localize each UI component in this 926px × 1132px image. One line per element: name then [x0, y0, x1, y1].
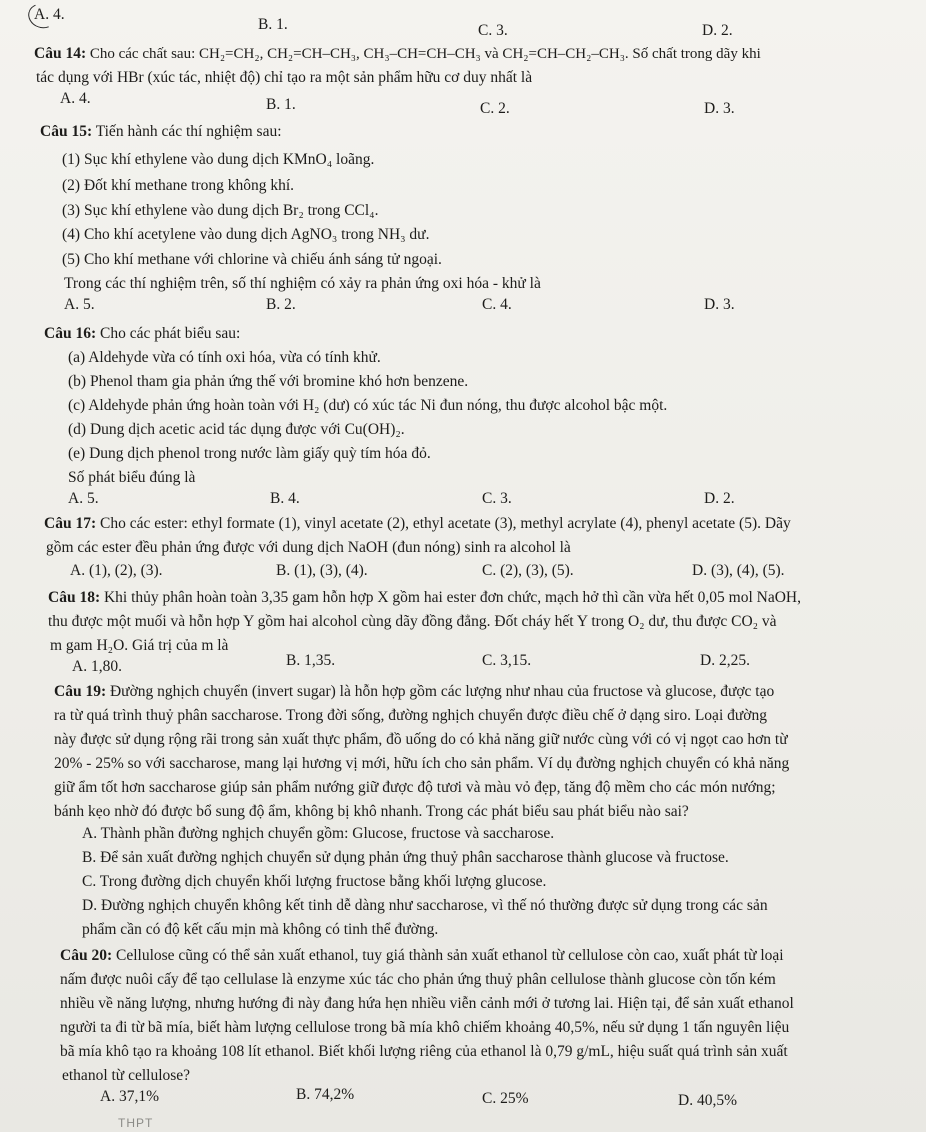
q17-line2: gồm các ester đều phản ứng được với dung dịch NaOH (đun nóng) sinh ra alcohol là — [46, 539, 571, 556]
q17-text1: Cho các ester: ethyl formate (1), vinyl acetate (2), ethyl acetate (3), methyl acrylate (4), phenyl acetate (5). Dãy — [96, 515, 791, 532]
q16-option-b: B. 4. — [270, 490, 300, 507]
q14-option-c: C. 2. — [480, 100, 510, 117]
q20-option-c: C. 25% — [482, 1090, 529, 1107]
q17-option-b: B. (1), (3), (4). — [276, 562, 368, 579]
q20-line4: người ta đi từ bã mía, biết hàm lượng cellulose trong bã mía khô chiếm khoảng 40,5%, nếu sử dụng 1 tấn nguyên liệu — [60, 1019, 790, 1036]
q17-line1 — [44, 514, 791, 534]
q18-text1: Khi thủy phân hoàn toàn 3,35 gam hỗn hợp X gồm hai ester đơn chức, mạch hở thì cần vừa hết 0,05 mol NaOH, — [100, 589, 801, 606]
q20-line3: nhiều về năng lượng, nhưng hướng đi này đang hứa hẹn nhiều viễn cảnh mới ở tương lai. Hiện tại, để sản xuất ethanol — [60, 995, 794, 1012]
q20-line6: ethanol từ cellulose? — [62, 1067, 191, 1084]
top-option-a: A. 4. — [34, 6, 65, 23]
q19-line4: 20% - 25% so với saccharose, mang lại hương vị mới, hữu ích cho sản phẩm. Ví dụ đường nghịch chuyển có khả năng — [54, 755, 790, 772]
q14-option-d: D. 3. — [704, 100, 735, 117]
q16-label: Câu 16: — [44, 325, 97, 342]
q19-option-d-line2: phẩm cần có độ kết cấu mịn mà không có tinh thể đường. — [82, 921, 439, 938]
q20-option-d: D. 40,5% — [678, 1092, 737, 1109]
q15-option-c: C. 4. — [482, 296, 512, 313]
q19-line2: ra từ quá trình thuỷ phân saccharose. Trong đời sống, đường nghịch chuyển được điều chế ở dạng siro. Loại đường — [54, 707, 767, 724]
q18-option-a: A. 1,80. — [72, 658, 122, 675]
q15-item-2: (2) Đốt khí methane trong không khí. — [62, 177, 295, 194]
q20-option-a: A. 37,1% — [100, 1088, 159, 1105]
q18-label: Câu 18: — [48, 589, 101, 606]
q15-question: Trong các thí nghiệm trên, số thí nghiệm có xảy ra phản ứng oxi hóa - khử là — [64, 275, 541, 292]
q14-line1 — [34, 44, 761, 64]
q16-item-d: (d) Dung dịch acetic acid tác dụng được với Cu(OH)₂. — [68, 421, 405, 438]
q16-item-e: (e) Dung dịch phenol trong nước làm giấy quỳ tím hóa đỏ. — [68, 445, 431, 462]
q15-label: Câu 15: — [40, 123, 93, 140]
q18-line2: thu được một muối và hỗn hợp Y gồm hai alcohol cùng dãy đồng đẳng. Đốt cháy hết Y trong O₂ dư, thu được CO₂ và — [48, 613, 777, 630]
q16-text: Cho các phát biểu sau: — [96, 325, 241, 342]
q20-line2: nấm được nuôi cấy để tạo cellulase là enzyme xúc tác cho phản ứng thuỷ phân cellulose thành glucose còn tốn kém — [60, 971, 776, 988]
q15-option-d: D. 3. — [704, 296, 735, 313]
q19-option-d-line1: D. Đường nghịch chuyển không kết tinh dễ dàng như saccharose, vì thế nó thường được sử dụng trong các sản — [82, 897, 768, 914]
q14-label: Câu 14: — [34, 45, 87, 62]
q15-text: Tiến hành các thí nghiệm sau: — [92, 123, 282, 140]
top-option-b: B. 1. — [258, 16, 288, 33]
q20-option-b: B. 74,2% — [296, 1086, 355, 1103]
q20-line5: bã mía khô tạo ra khoảng 108 lít ethanol. Biết khối lượng riêng của ethanol là 0,79 g/mL, hiệu suất quá trình sản xuất — [60, 1043, 788, 1060]
q19-text1: Đường nghịch chuyển (invert sugar) là hỗn hợp gồm các lượng như nhau của fructose và glucose, được tạo — [106, 683, 775, 700]
q19-line3: này được sử dụng rộng rãi trong sản xuất thực phẩm, đồ uống do có khả năng giữ nước cùng với có vị ngọt cao hơn từ — [54, 731, 788, 748]
q20-line1 — [60, 946, 784, 966]
q16-question: Số phát biểu đúng là — [68, 469, 196, 486]
q14-text1: Cho các chất sau: CH₂=CH₂, CH₂=CH–CH₃, CH₃–CH=CH–CH₃ và CH₂=CH–CH₂–CH₃. Số chất trong dãy khi — [86, 46, 761, 62]
q20-label: Câu 20: — [60, 947, 113, 964]
q16-item-b: (b) Phenol tham gia phản ứng thế với bromine khó hơn benzene. — [68, 373, 469, 390]
footer-mark: THPT — [118, 1116, 154, 1130]
q18-line1 — [48, 588, 801, 608]
q15-item-5: (5) Cho khí methane với chlorine và chiếu ánh sáng tử ngoại. — [62, 251, 442, 268]
q19-line5: giữ ẩm tốt hơn saccharose giúp sản phẩm nướng giữ được độ tươi và màu vỏ đẹp, tăng độ mềm cho các món nướng; — [54, 779, 776, 796]
q15-option-b: B. 2. — [266, 296, 296, 313]
q16-item-a: (a) Aldehyde vừa có tính oxi hóa, vừa có tính khử. — [68, 349, 381, 366]
q19-option-b: B. Để sản xuất đường nghịch chuyển sử dụng phản ứng thuỷ phân saccharose thành glucose và fructose. — [82, 849, 729, 866]
q19-option-c: C. Trong đường dịch chuyển khối lượng fructose bằng khối lượng glucose. — [82, 873, 547, 890]
q14-option-b: B. 1. — [266, 96, 296, 113]
q17-option-c: C. (2), (3), (5). — [482, 562, 574, 579]
top-option-c: C. 3. — [478, 22, 508, 39]
q15-item-1: (1) Sục khí ethylene vào dung dịch KMnO₄ loãng. — [62, 151, 375, 168]
q18-option-b: B. 1,35. — [286, 652, 336, 669]
q15-item-3: (3) Sục khí ethylene vào dung dịch Br₂ trong CCl₄. — [62, 202, 379, 219]
q17-option-d: D. (3), (4), (5). — [692, 562, 785, 579]
q14-option-a: A. 4. — [60, 90, 91, 107]
q17-label: Câu 17: — [44, 515, 97, 532]
q14-line2: tác dụng với HBr (xúc tác, nhiệt độ) chỉ tạo ra một sản phẩm hữu cơ duy nhất là — [36, 69, 533, 86]
q15-option-a: A. 5. — [64, 296, 95, 313]
q18-line3: m gam H₂O. Giá trị của m là — [50, 637, 229, 654]
top-option-d: D. 2. — [702, 22, 733, 39]
q15-item-4: (4) Cho khí acetylene vào dung dịch AgNO₃ trong NH₃ dư. — [62, 226, 430, 243]
q16-option-a: A. 5. — [68, 490, 99, 507]
q18-option-c: C. 3,15. — [482, 652, 532, 669]
q18-option-d: D. 2,25. — [700, 652, 750, 669]
q17-option-a: A. (1), (2), (3). — [70, 562, 163, 579]
q16-option-c: C. 3. — [482, 490, 512, 507]
q16-option-d: D. 2. — [704, 490, 735, 507]
q15-line — [40, 122, 282, 142]
q16-item-c: (c) Aldehyde phản ứng hoàn toàn với H₂ (dư) có xúc tác Ni đun nóng, thu được alcohol bậc một. — [68, 397, 668, 414]
q19-option-a: A. Thành phần đường nghịch chuyển gồm: Glucose, fructose và saccharose. — [82, 825, 555, 842]
q19-label: Câu 19: — [54, 683, 107, 700]
q16-line — [44, 324, 240, 344]
q20-text1: Cellulose cũng có thể sản xuất ethanol, tuy giá thành sản xuất ethanol từ cellulose còn cao, xuất phát từ loại — [112, 947, 784, 964]
q19-line1 — [54, 682, 774, 702]
q19-line6: bánh kẹo nhờ đó được bổ sung độ ẩm, không bị khô nhanh. Trong các phát biểu sau phát biểu nào sai? — [54, 803, 689, 820]
